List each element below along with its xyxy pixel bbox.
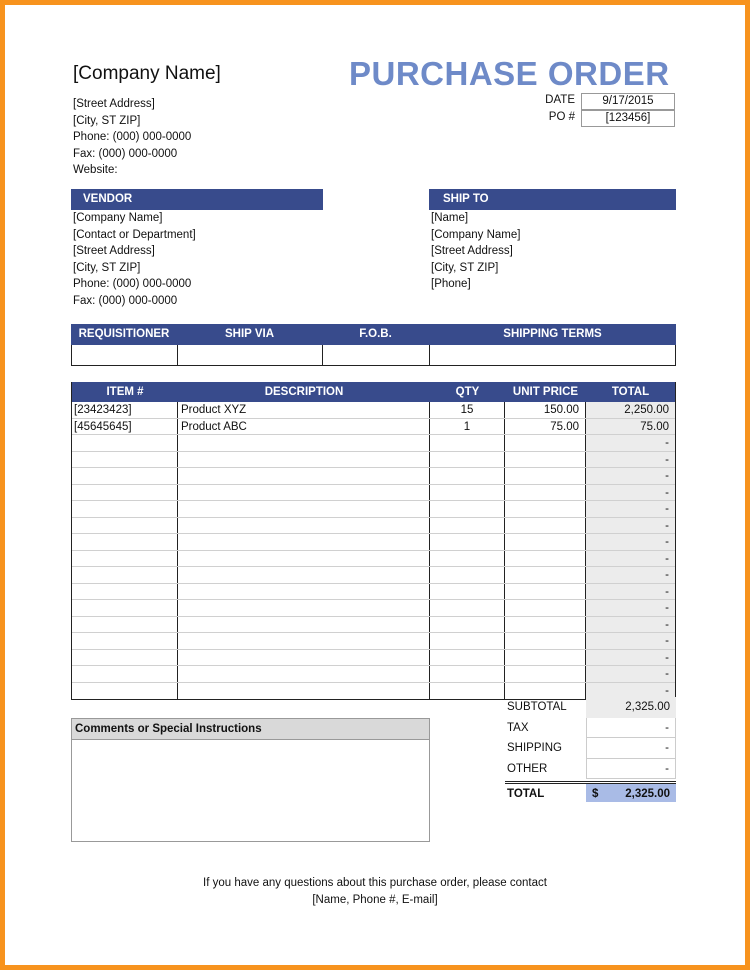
other-value[interactable]: - — [586, 759, 676, 780]
subtotal-row — [505, 697, 676, 718]
items-table — [71, 382, 676, 700]
qty-cell[interactable] — [430, 468, 505, 484]
total-cell: - — [586, 452, 675, 468]
qty-cell[interactable] — [430, 633, 505, 649]
address-line: Fax: (000) 000-0000 — [73, 147, 178, 160]
fob-header: F.O.B. — [359, 328, 392, 340]
footer-contact: [Name, Phone #, E-mail] — [312, 893, 438, 906]
total-cell: - — [586, 666, 675, 682]
qty-cell[interactable] — [430, 518, 505, 534]
ship-to-line: [Street Address] — [431, 245, 513, 257]
description-cell[interactable] — [178, 617, 430, 633]
unit-price-cell[interactable] — [505, 534, 586, 550]
unit-price-cell[interactable]: 150.00 — [505, 402, 586, 418]
table-row — [72, 617, 675, 634]
description-cell[interactable] — [178, 534, 430, 550]
unit-price-cell[interactable] — [505, 551, 586, 567]
qty-cell[interactable] — [430, 650, 505, 666]
qty-cell[interactable] — [430, 435, 505, 451]
tax-label: TAX — [507, 721, 529, 734]
vendor-line: [Contact or Department] — [73, 228, 196, 241]
description-header: DESCRIPTION — [264, 386, 344, 398]
vendor-line: Phone: (000) 000-0000 — [73, 278, 192, 290]
shipping-value[interactable]: - — [586, 738, 676, 759]
company-name: [Company Name] — [73, 63, 221, 84]
description-cell[interactable] — [178, 584, 430, 600]
item-number-cell[interactable] — [72, 617, 178, 633]
description-cell[interactable] — [178, 683, 430, 700]
footer-line: If you have any questions about this purchase order, please contact — [203, 877, 547, 889]
shipping-table-row — [71, 345, 676, 366]
total-cell: - — [586, 485, 675, 501]
total-row — [505, 781, 676, 802]
total-cell: - — [586, 633, 675, 649]
tax-row — [505, 718, 676, 739]
table-row — [72, 518, 675, 535]
item-number-cell[interactable] — [72, 452, 178, 468]
item-number-cell[interactable] — [72, 650, 178, 666]
item-number-cell[interactable] — [72, 600, 178, 616]
total-cell: - — [586, 468, 675, 484]
table-row — [72, 501, 675, 518]
description-cell[interactable] — [178, 518, 430, 534]
table-row — [72, 551, 675, 568]
ship-to-header: SHIP TO — [429, 189, 676, 210]
description-cell[interactable] — [178, 567, 430, 583]
description-cell[interactable] — [178, 501, 430, 517]
comments-box[interactable] — [71, 718, 430, 842]
company-address — [73, 96, 191, 179]
total-cell: - — [586, 435, 675, 451]
date-label: DATE — [545, 94, 575, 106]
requisitioner-header: REQUISITIONER — [78, 328, 170, 340]
qty-cell[interactable]: 15 — [430, 402, 505, 418]
page-title: PURCHASE ORDER — [349, 55, 670, 92]
table-row — [72, 666, 675, 683]
description-cell[interactable] — [178, 650, 430, 666]
vendor-line: [Street Address] — [73, 245, 155, 257]
unit-price-cell[interactable] — [505, 435, 586, 451]
qty-cell[interactable] — [430, 534, 505, 550]
total-cell: - — [586, 683, 675, 700]
table-row — [72, 567, 675, 584]
shipping-row — [505, 738, 676, 759]
description-cell[interactable] — [178, 551, 430, 567]
description-cell[interactable] — [178, 468, 430, 484]
shipping-table-header — [71, 324, 676, 345]
qty-cell[interactable] — [430, 683, 505, 700]
unit-price-cell[interactable] — [505, 468, 586, 484]
item-number-header: ITEM # — [106, 386, 144, 398]
qty-cell[interactable]: 1 — [430, 419, 505, 435]
subtotal-label: SUBTOTAL — [507, 701, 567, 713]
item-number-cell[interactable] — [72, 485, 178, 501]
item-number-cell[interactable]: [23423423] — [72, 402, 178, 418]
total-cell: - — [586, 600, 675, 616]
unit-price-cell[interactable] — [505, 633, 586, 649]
total-value-cell — [586, 784, 676, 802]
po-label: PO # — [548, 111, 575, 123]
qty-cell[interactable] — [430, 551, 505, 567]
qty-cell[interactable] — [430, 584, 505, 600]
description-cell[interactable]: Product XYZ — [178, 402, 430, 418]
subtotal-value: 2,325.00 — [586, 697, 676, 718]
item-number-cell[interactable] — [72, 534, 178, 550]
item-number-cell[interactable] — [72, 567, 178, 583]
unit-price-cell[interactable] — [505, 650, 586, 666]
unit-price-cell[interactable]: 75.00 — [505, 419, 586, 435]
table-row — [72, 419, 675, 436]
table-row — [72, 452, 675, 469]
qty-header: QTY — [455, 386, 480, 398]
vendor-line: [Company Name] — [73, 212, 163, 224]
unit-price-header: UNIT PRICE — [512, 386, 579, 398]
qty-cell[interactable] — [430, 666, 505, 682]
description-cell[interactable] — [178, 452, 430, 468]
total-cell: - — [586, 534, 675, 550]
item-number-cell[interactable] — [72, 551, 178, 567]
description-cell[interactable] — [178, 435, 430, 451]
item-number-cell[interactable] — [72, 501, 178, 517]
ship-to-line: [Name] — [431, 212, 469, 224]
totals-section — [505, 697, 676, 802]
table-row — [72, 633, 675, 650]
ship-to-details — [431, 210, 520, 293]
description-cell[interactable] — [178, 600, 430, 616]
table-row — [72, 534, 675, 551]
unit-price-cell[interactable] — [505, 501, 586, 517]
total-label: TOTAL — [507, 788, 545, 800]
item-number-cell[interactable] — [72, 584, 178, 600]
ship-to-line: [City, ST ZIP] — [431, 261, 499, 274]
items-table-body — [72, 402, 675, 699]
address-line: [City, ST ZIP] — [73, 114, 141, 127]
requisitioner-field[interactable] — [72, 345, 178, 365]
total-cell: - — [586, 617, 675, 633]
footer — [5, 875, 745, 908]
comments-header: Comments or Special Instructions — [72, 719, 429, 740]
qty-cell[interactable] — [430, 501, 505, 517]
total-cell: - — [586, 584, 675, 600]
unit-price-cell[interactable] — [505, 452, 586, 468]
qty-cell[interactable] — [430, 567, 505, 583]
qty-cell[interactable] — [430, 617, 505, 633]
address-line: Phone: (000) 000-0000 — [73, 131, 192, 143]
vendor-header: VENDOR — [71, 189, 323, 210]
unit-price-cell[interactable] — [505, 584, 586, 600]
table-row — [72, 435, 675, 452]
item-number-cell[interactable] — [72, 468, 178, 484]
other-label: OTHER — [507, 762, 548, 775]
table-row — [72, 650, 675, 667]
qty-cell[interactable] — [430, 600, 505, 616]
ship-via-header: SHIP VIA — [225, 328, 274, 340]
item-number-cell[interactable] — [72, 666, 178, 682]
item-number-cell[interactable] — [72, 633, 178, 649]
unit-price-cell[interactable] — [505, 567, 586, 583]
table-row — [72, 468, 675, 485]
qty-cell[interactable] — [430, 452, 505, 468]
unit-price-cell[interactable] — [505, 666, 586, 682]
total-cell: - — [586, 650, 675, 666]
unit-price-cell[interactable] — [505, 518, 586, 534]
description-cell[interactable] — [178, 666, 430, 682]
description-cell[interactable] — [178, 633, 430, 649]
address-line: Website: — [73, 164, 118, 176]
item-number-cell[interactable] — [72, 683, 178, 700]
fob-field[interactable] — [323, 345, 430, 365]
total-cell: - — [586, 567, 675, 583]
description-cell[interactable] — [178, 485, 430, 501]
item-number-cell[interactable] — [72, 435, 178, 451]
other-row — [505, 759, 676, 780]
total-cell: 75.00 — [586, 419, 675, 435]
qty-cell[interactable] — [430, 485, 505, 501]
shipping-terms-header: SHIPPING TERMS — [503, 328, 602, 340]
total-header: TOTAL — [611, 386, 650, 398]
vendor-details — [73, 210, 196, 309]
shipping-terms-field[interactable] — [430, 345, 675, 365]
table-row — [72, 485, 675, 502]
item-number-cell[interactable] — [72, 518, 178, 534]
total-value: 2,325.00 — [625, 788, 670, 800]
total-cell: - — [586, 518, 675, 534]
currency-symbol: $ — [592, 788, 599, 800]
description-cell[interactable]: Product ABC — [178, 419, 430, 435]
table-row — [72, 402, 675, 419]
unit-price-cell[interactable] — [505, 485, 586, 501]
unit-price-cell[interactable] — [505, 600, 586, 616]
item-number-cell[interactable]: [45645645] — [72, 419, 178, 435]
table-row — [72, 584, 675, 601]
total-cell: 2,250.00 — [586, 402, 675, 418]
total-cell: - — [586, 551, 675, 567]
shipping-table — [71, 324, 676, 366]
address-line: [Street Address] — [73, 98, 155, 110]
date-field[interactable]: 9/17/2015 — [581, 93, 675, 110]
ship-to-line: [Company Name] — [431, 228, 521, 241]
po-field[interactable]: [123456] — [581, 110, 675, 127]
unit-price-cell[interactable] — [505, 617, 586, 633]
vendor-line: Fax: (000) 000-0000 — [73, 294, 178, 307]
table-row — [72, 600, 675, 617]
vendor-line: [City, ST ZIP] — [73, 261, 141, 274]
total-cell: - — [586, 501, 675, 517]
items-table-header — [72, 382, 675, 402]
tax-value[interactable]: - — [586, 718, 676, 739]
ship-to-line: [Phone] — [431, 278, 471, 290]
shipping-label: SHIPPING — [507, 742, 562, 754]
ship-via-field[interactable] — [178, 345, 323, 365]
